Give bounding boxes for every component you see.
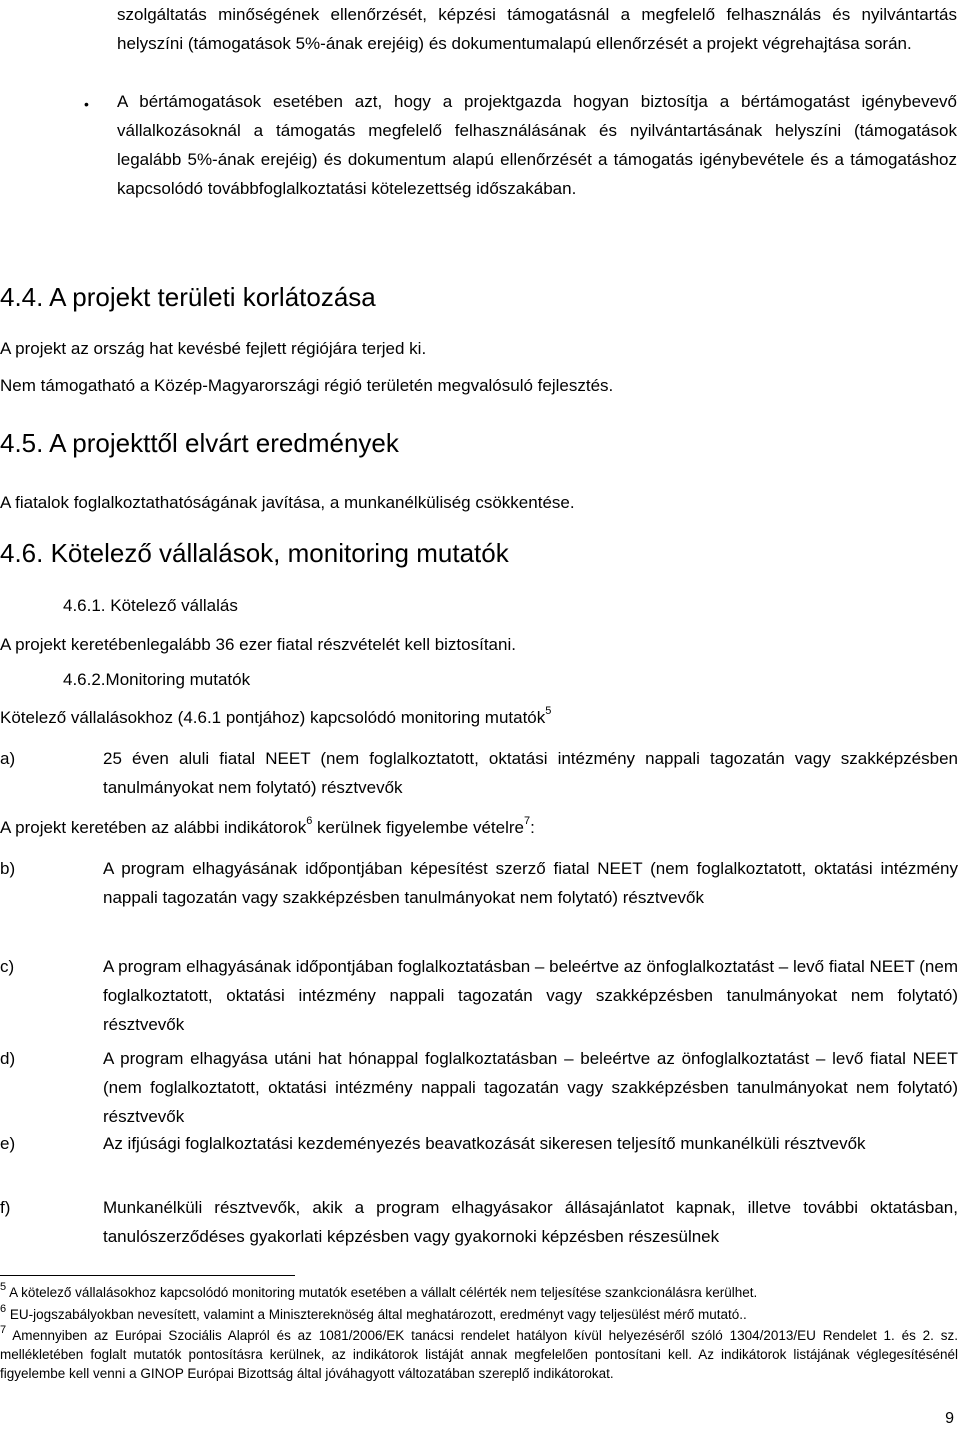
list-item-text: A program elhagyása utáni hat hónappal foglalkoztatásban – beleértve az önfoglalkoztatást – levő fiatal NEET (nem foglalkoztatott, oktatási intézmény nappali tagozatán vagy szakképzésben tanulmányokat nem folytató) résztvevők <box>103 1049 958 1126</box>
subsection-4-6-1-text: A projekt keretébenlegalább 36 ezer fiatal részvételét kell biztosítani. <box>0 635 516 654</box>
footnote-5 <box>0 1280 958 1302</box>
footnote-number: 7 <box>0 1323 7 1336</box>
list-item-label: f) <box>0 1198 11 1217</box>
subsection-4-6-2: 4.6.2.Monitoring mutatók <box>63 670 251 689</box>
list-item-label: a) <box>0 749 16 768</box>
indicators-intro-text: A projekt keretében az alábbi indikátorok <box>0 818 307 837</box>
monitoring-intro-text: Kötelező vállalásokhoz (4.6.1 pontjához) kapcsolódó monitoring mutatók <box>0 708 546 727</box>
section-heading-4-6: 4.6. Kötelező vállalások, monitoring mutatók <box>0 538 509 568</box>
top-paragraph: szolgáltatás minőségének ellenőrzését, képzési támogatásnál a megfelelő felhasználás és nyilvántartás helyszíni (támogatások 5%-ának erejéig) és dokumentumalapú ellenőrzését a projekt végrehajtása során. <box>117 5 957 53</box>
list-item-label: c) <box>0 957 15 976</box>
subsection-4-6-1: 4.6.1. Kötelező vállalás <box>63 596 238 615</box>
page-number: 9 <box>945 1410 954 1427</box>
indicators-intro-text-2: kerülnek figyelembe vételre <box>312 818 524 837</box>
list-item-text: Munkanélküli résztvevők, akik a program elhagyásakor állásajánlatot kapnak, illetve további oktatásban, tanulószerződéses gyakorlati képzésben vagy gyakornoki képzésben részesülnek <box>103 1198 958 1246</box>
list-item-text: 25 éven aluli fiatal NEET (nem foglalkoztatott, oktatási intézmény nappali tagozatán vagy szakképzésben tanulmányokat nem folytató) résztvevők <box>103 749 958 797</box>
list-item-label: b) <box>0 859 16 878</box>
indicators-intro <box>0 813 535 842</box>
footnote-text: A kötelező vállalásokhoz kapcsolódó monitoring mutatók esetében a vállalt célérték nem teljesítése szankcionálásra kerülhet. <box>9 1285 758 1300</box>
list-item-text: A program elhagyásának időpontjában képesítést szerző fiatal NEET (nem foglalkoztatott, oktatási intézmény nappali tagozatán vagy szakképzésben tanulmányokat nem folytató) résztvevők <box>103 859 958 907</box>
footnote-separator <box>0 1275 295 1276</box>
footnote-6 <box>0 1302 958 1324</box>
footnote-text: EU-jogszabályokban nevesített, valamint a Minisztereknöség által meghatározott, eredményt vagy teljesülést mérő mutató.. <box>9 1307 747 1322</box>
section-heading-4-4: 4.4. A projekt területi korlátozása <box>0 282 376 312</box>
bullet-icon: • <box>84 96 89 112</box>
section-heading-4-5: 4.5. A projekttől elvárt eredmények <box>0 428 399 458</box>
list-item-label: e) <box>0 1134 16 1153</box>
footnote-ref-7[interactable]: 7 <box>524 815 531 828</box>
footnote-number: 5 <box>0 1280 7 1293</box>
footnote-ref-5[interactable]: 5 <box>545 705 552 718</box>
list-item-text: Az ifjúsági foglalkoztatási kezdeményezés beavatkozását sikeresen teljesítő munkanélküli résztvevők <box>103 1134 866 1153</box>
bullet-paragraph: A bértámogatások esetében azt, hogy a projektgazda hogyan biztosítja a bértámogatást igénybevevő vállalkozásoknál a támogatás megfelelő felhasználásának és nyilvántartásának helyszíni (támogatások legalább 5%-ának erejéig) és dokumentum alapú ellenőrzését a támogatás igénybevétele és a támogatáshoz kapcsolódó továbbfoglalkoztatási kötelezettség időszakában. <box>117 92 957 198</box>
section-4-5-line1: A fiatalok foglalkoztathatóságának javítása, a munkanélküliség csökkentése. <box>0 493 575 512</box>
footnote-ref-6[interactable]: 6 <box>306 815 313 828</box>
indicators-intro-colon: : <box>530 818 535 837</box>
list-item-text: A program elhagyásának időpontjában foglalkoztatásban – beleértve az önfoglalkoztatást – levő fiatal NEET (nem foglalkoztatott, oktatási intézmény nappali tagozatán vagy szakképzésben tanulmányokat nem folytató) résztvevők <box>103 957 958 1034</box>
section-4-4-line2: Nem támogatható a Közép-Magyarországi régió területén megvalósuló fejlesztés. <box>0 376 614 395</box>
footnote-7 <box>0 1323 958 1383</box>
section-4-4-line1: A projekt az ország hat kevésbé fejlett régiójára terjed ki. <box>0 339 427 358</box>
monitoring-intro <box>0 703 551 732</box>
list-item-label: d) <box>0 1049 16 1068</box>
footnote-number: 6 <box>0 1302 7 1315</box>
footnote-text: Amennyiben az Európai Szociális Alapról és az 1081/2006/EK tanácsi rendelet hatályon kívül helyezéséről szóló 1304/2013/EU Rendelet 1. és 2. sz. mellékletében foglalt mutatók pontosításra kerülnek, az indikátorok listáját annak megfelelően pontosítani kell. Az indikátorok listájának véglegesítésénél figyelembe kell venni a GINOP Európai Bizottság által jóváhagyott változatában szereplő indikátorokat. <box>0 1328 958 1381</box>
